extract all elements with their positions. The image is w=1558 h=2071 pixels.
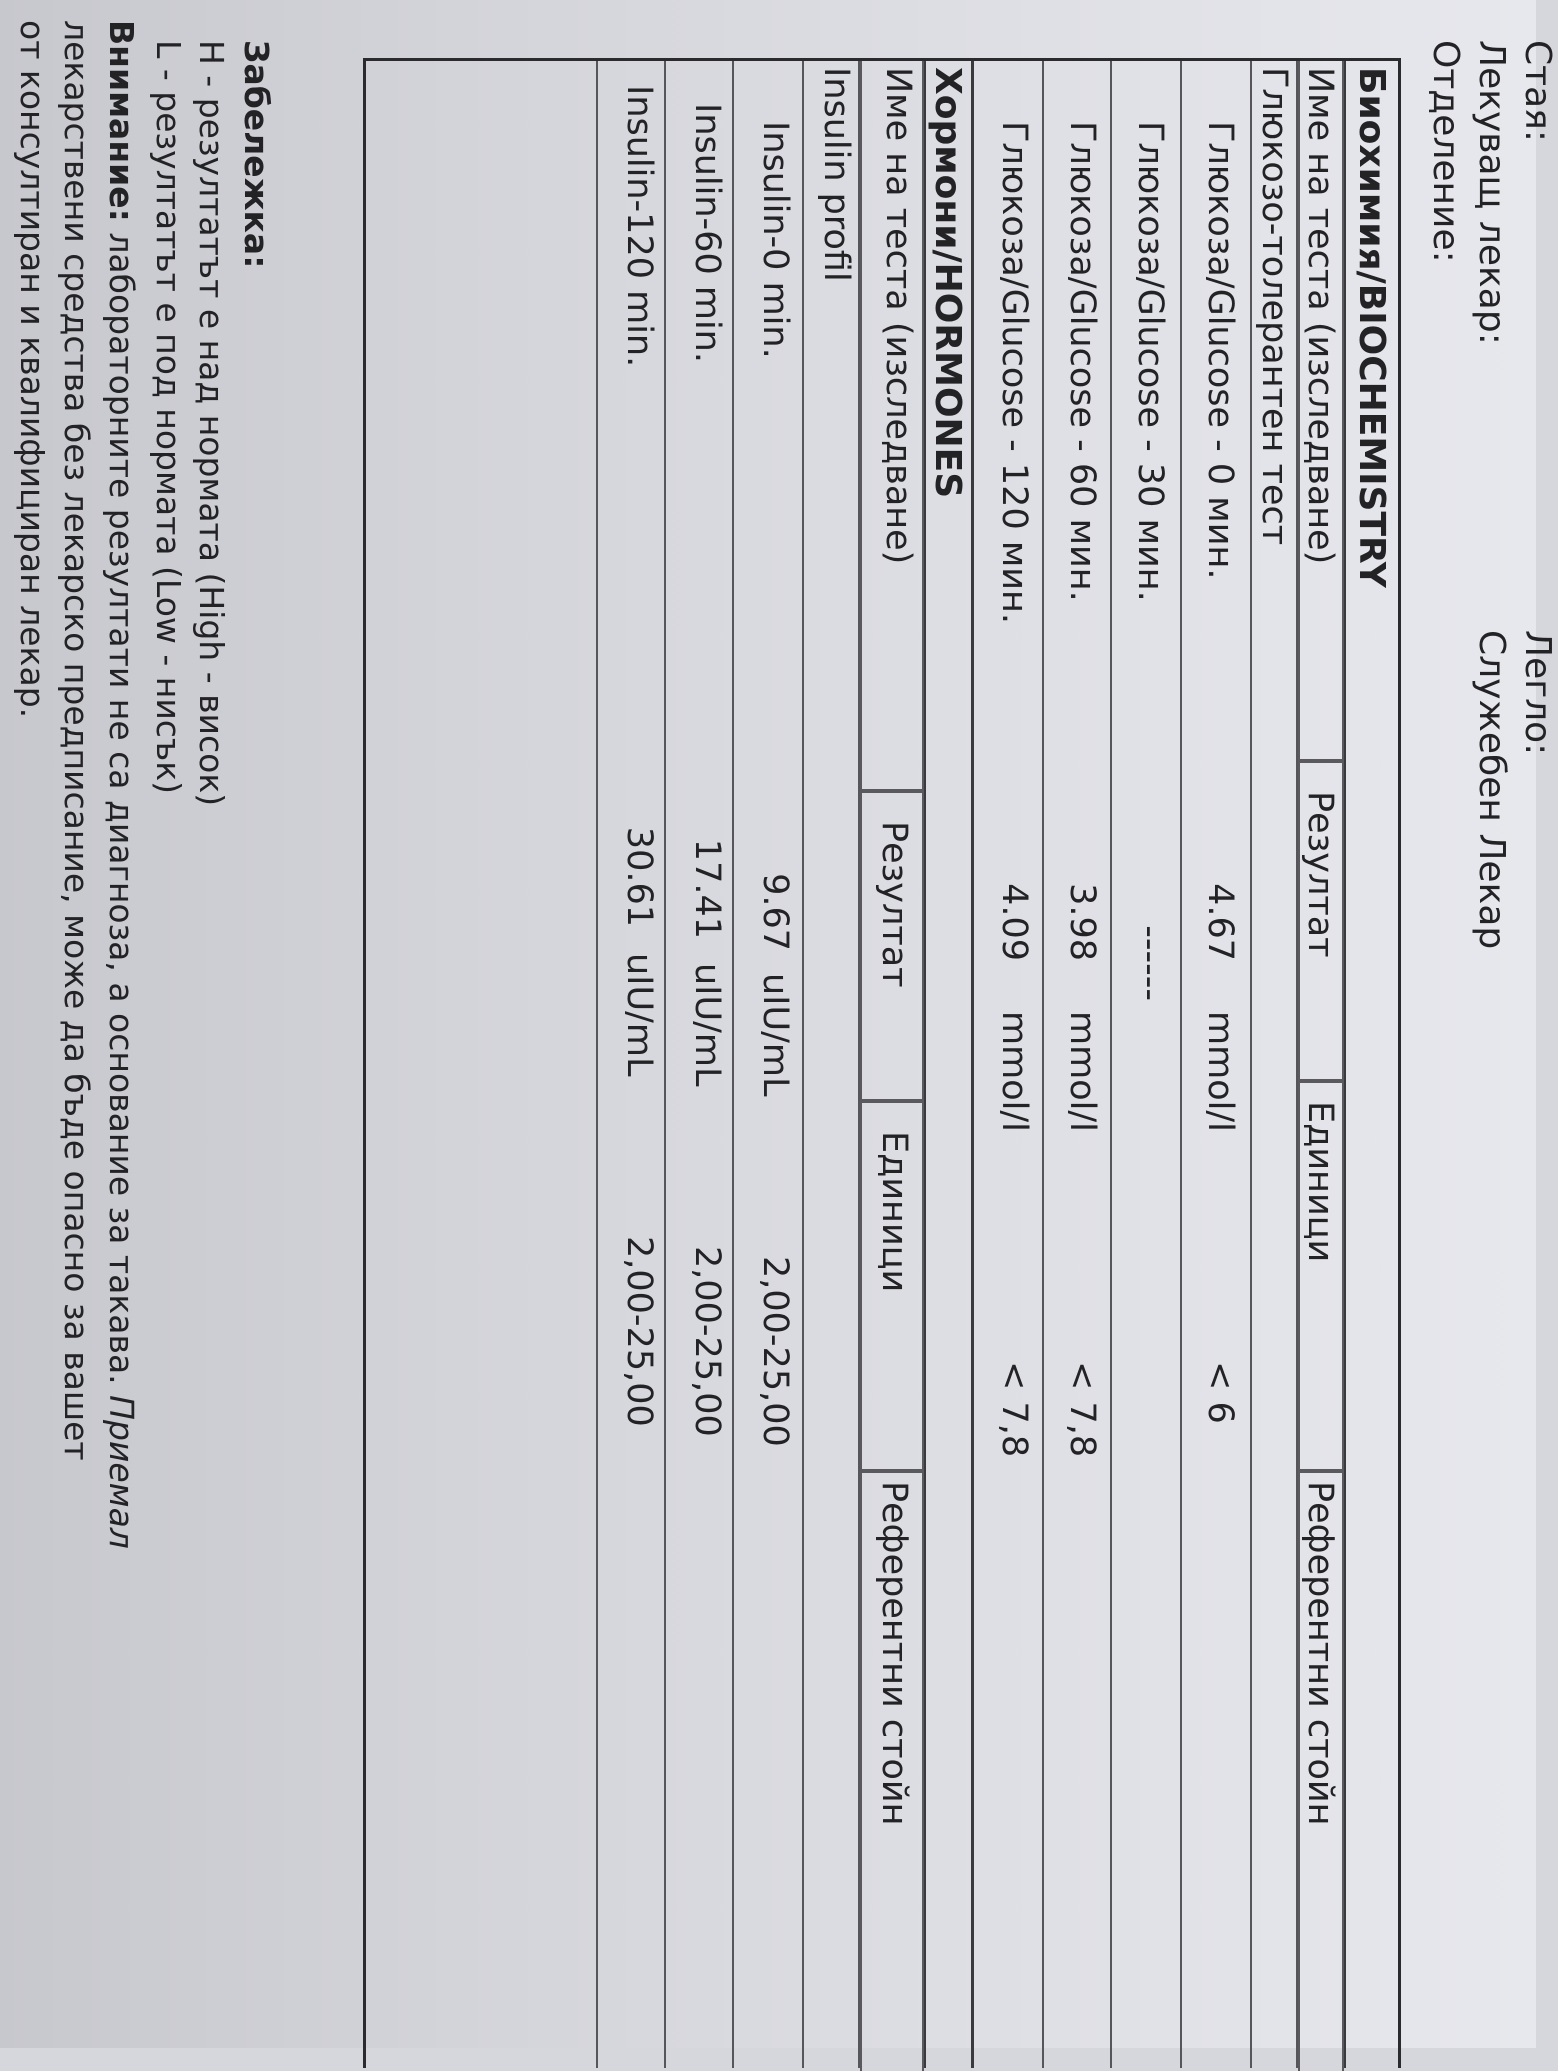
table-rule	[1250, 61, 1252, 2068]
room-label: Стая:	[1517, 40, 1558, 142]
table-rule	[1110, 61, 1112, 2068]
table-row-name: Глюкоза/Glucose - 60 мин.	[1062, 121, 1102, 602]
notes-title: Забележка:	[237, 40, 276, 269]
results-table	[363, 58, 1401, 2068]
table-row-units: mmol/l	[1062, 1011, 1102, 1132]
table-rule	[596, 61, 598, 2068]
warning-line-3: от консултиран и квалифициран лекар.	[13, 20, 52, 719]
table-row-name: Глюкоза/Glucose - 120 мин.	[994, 121, 1034, 625]
table-row-reference: < 7,8	[1062, 1361, 1102, 1458]
warning-line-1	[102, 20, 141, 1549]
table-row-reference: 2,00-25,00	[755, 1256, 795, 1447]
table-row-reference: 2,00-25,00	[619, 1236, 659, 1427]
table-row-reference: < 6	[1200, 1361, 1240, 1424]
table-row-result: ------	[1130, 925, 1170, 1001]
table-row-units: mmol/l	[1200, 1011, 1240, 1132]
note-low: L - резултатът е под нормата (Low - нисък)	[149, 40, 188, 795]
col-header-units: Единици	[1300, 1101, 1340, 1263]
table-row-units: uIU/mL	[619, 953, 659, 1077]
table-row-units: uIU/mL	[687, 963, 727, 1087]
warning-text-1: лабораторните резултати не са диагноза, а основание за такава.	[102, 232, 141, 1385]
note-high: Н - резултатът е над нормата (High - висок)	[192, 40, 231, 807]
col-header-name: Име на теста (изследване)	[1300, 67, 1340, 565]
col-header-result: Резултат	[1300, 791, 1340, 958]
table-row-result: 3.98	[1062, 883, 1102, 961]
hormones-section-title: Хормони/HORMONES	[927, 67, 968, 499]
table-rule	[971, 61, 974, 2068]
table-row-name: Insulin-60 min.	[687, 103, 727, 363]
table-row-name: Глюкоза/Glucose - 0 мин.	[1200, 121, 1240, 580]
group-title-glucose: Глюкозо-толерантен тест	[1254, 67, 1294, 546]
table-rule	[1180, 61, 1182, 2068]
bed-label: Легло:	[1517, 630, 1558, 756]
biochemistry-section-title: Биохимия/BIOCHEMISTRY	[1351, 67, 1392, 588]
col-header-reference-h: Референтни стойн	[874, 1481, 914, 1826]
group-title-insulin: Insulin profil	[816, 67, 856, 282]
department-label: Отделение:	[1425, 40, 1466, 263]
col-header-reference: Референтни стойн	[1300, 1481, 1340, 1826]
col-header-result-h: Резултат	[874, 821, 914, 988]
table-row-name: Глюкоза/Glucose - 30 мин.	[1130, 121, 1170, 602]
doctor-value: Служебен Лекар	[1471, 630, 1512, 950]
table-rule	[732, 61, 734, 2068]
table-row-result: 9.67	[755, 873, 795, 951]
col-header-name-h: Име на теста (изследване)	[878, 67, 918, 565]
doctor-label: Лекуващ лекар:	[1471, 40, 1512, 345]
warning-text-1-italic: Приемал	[102, 1395, 141, 1549]
col-header-units-h: Единици	[874, 1131, 914, 1293]
table-row-result: 4.67	[1200, 883, 1240, 961]
warning-line-2: лекарствени средства без лекарско предписание, може да бъде опасно за вашет	[57, 20, 96, 1461]
table-rule	[802, 61, 804, 2068]
table-row-result: 4.09	[994, 883, 1034, 961]
table-row-reference: 2,00-25,00	[687, 1246, 727, 1437]
table-row-name: Insulin-0 min.	[755, 121, 795, 359]
table-rule	[664, 61, 666, 2068]
warning-label: Внимание:	[102, 20, 141, 222]
table-row-name: Insulin-120 min.	[619, 85, 659, 368]
table-row-result: 30.61	[619, 826, 659, 927]
table-row-result: 17.41	[687, 838, 727, 939]
table-row-reference: < 7,8	[994, 1361, 1034, 1458]
table-row-units: uIU/mL	[755, 973, 795, 1097]
table-row-units: mmol/l	[994, 1011, 1034, 1132]
table-rule	[1042, 61, 1044, 2068]
